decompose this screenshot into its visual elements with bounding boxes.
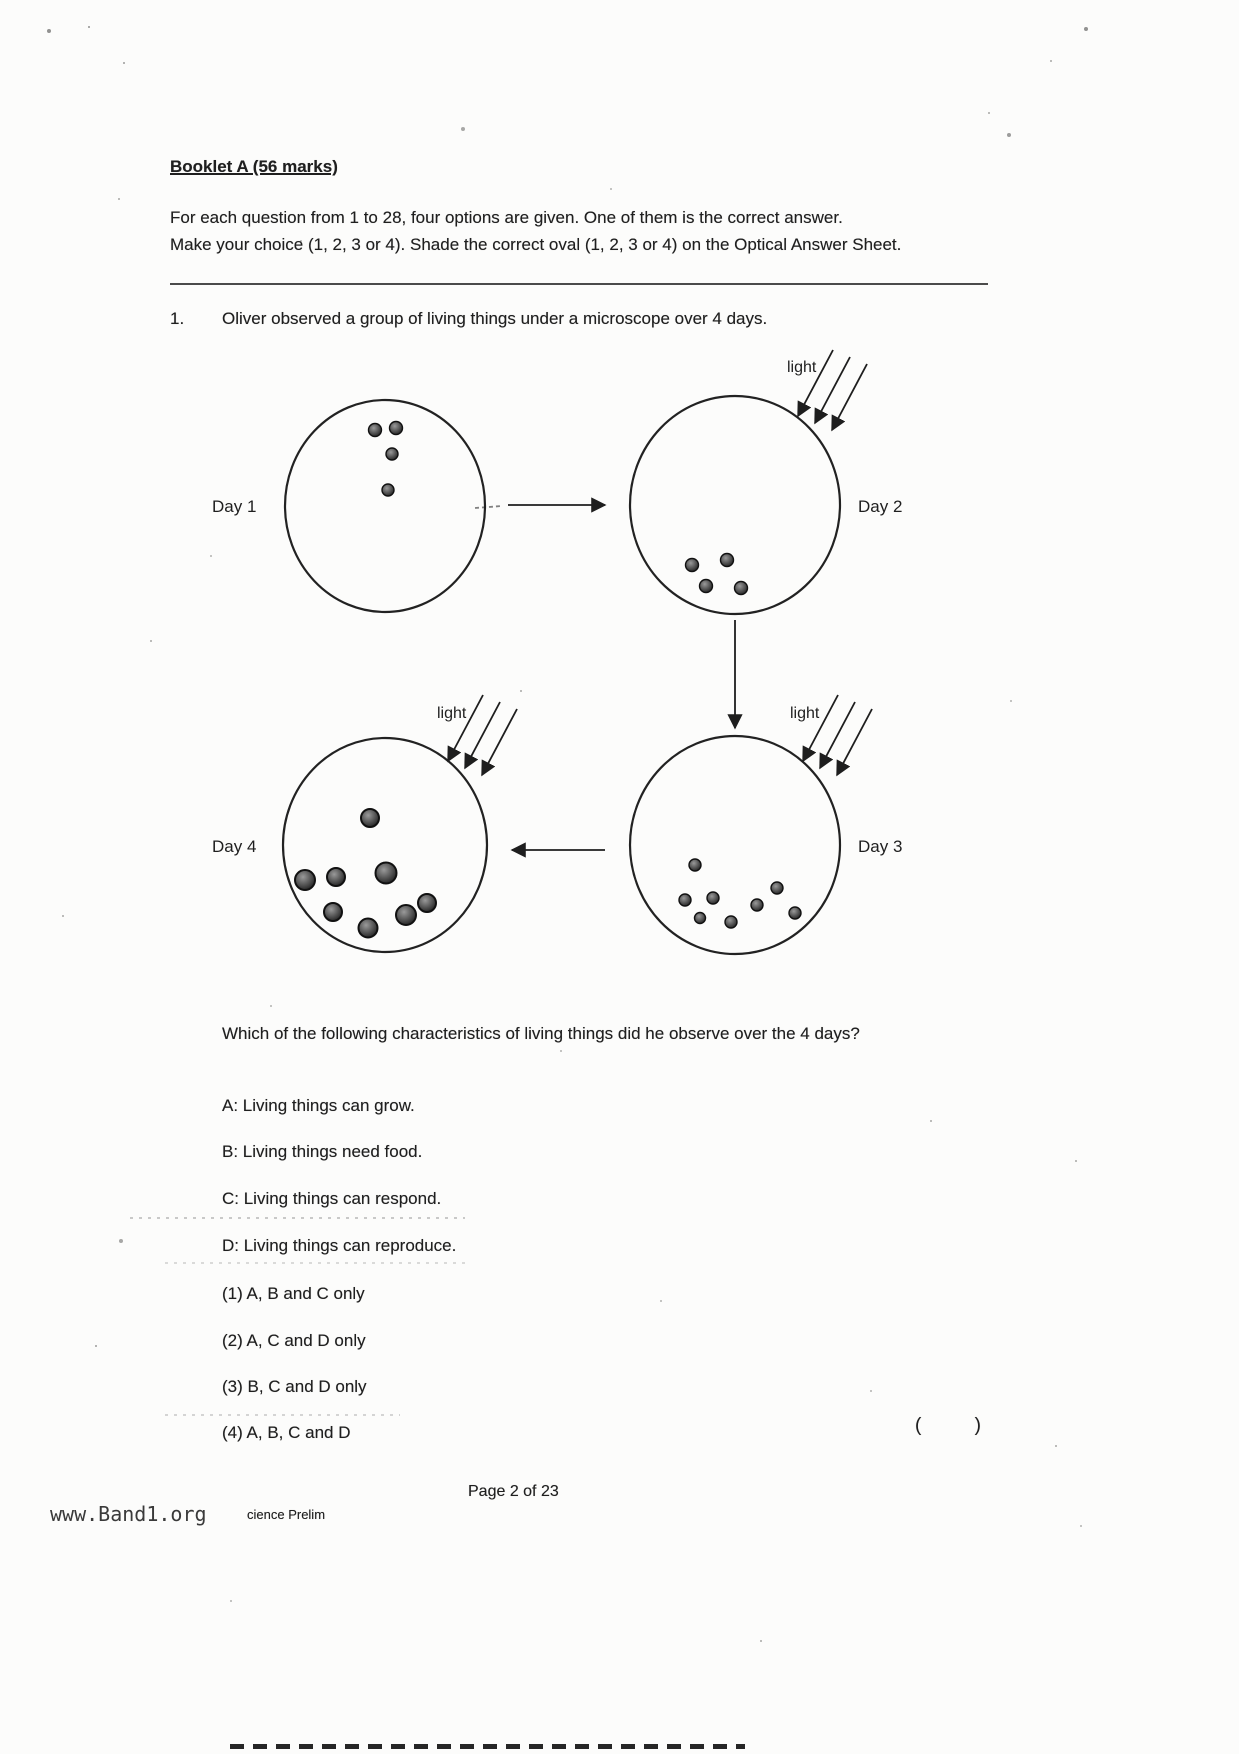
petri-dish-day2 bbox=[630, 396, 840, 614]
instructions-line-1: For each question from 1 to 28, four options are given. One of them is the correct answer. bbox=[170, 208, 843, 227]
sub-question: Which of the following characteristics of living things did he observe over the 4 days? bbox=[222, 1024, 860, 1043]
organisms-day3 bbox=[679, 859, 801, 928]
statement-d: D: Living things can reproduce. bbox=[222, 1236, 457, 1255]
arrow-day1-to-day2 bbox=[475, 505, 605, 508]
option-2: (2) A, C and D only bbox=[222, 1331, 366, 1350]
petri-dish-day3 bbox=[630, 736, 840, 954]
option-1: (1) A, B and C only bbox=[222, 1284, 365, 1303]
answer-close-paren: ) bbox=[974, 1415, 981, 1436]
day4-label: Day 4 bbox=[212, 837, 257, 856]
petri-dish-day4 bbox=[283, 738, 487, 952]
watermark: www.Band1.org bbox=[50, 1502, 207, 1526]
day1-label: Day 1 bbox=[212, 497, 257, 516]
booklet-title: Booklet A (56 marks) bbox=[170, 157, 338, 176]
scan-artifact-line bbox=[165, 1414, 400, 1416]
petri-dish-day1 bbox=[285, 400, 485, 612]
organisms-day1 bbox=[369, 422, 403, 497]
organisms-day2 bbox=[686, 554, 748, 595]
day3-label: Day 3 bbox=[858, 837, 903, 856]
section-divider bbox=[170, 283, 988, 285]
question-number: 1. bbox=[170, 309, 185, 328]
statement-a: A: Living things can grow. bbox=[222, 1096, 415, 1115]
option-4: (4) A, B, C and D bbox=[222, 1423, 351, 1442]
organisms-day4 bbox=[295, 809, 436, 938]
day2-label: Day 2 bbox=[858, 497, 903, 516]
light-label-day4: light bbox=[437, 705, 467, 722]
answer-open-paren: ( bbox=[915, 1415, 922, 1436]
scan-noise bbox=[0, 0, 2, 2]
light-label-day2: light bbox=[787, 359, 817, 376]
diagram-svg bbox=[150, 338, 1030, 1003]
scan-artifact-line bbox=[165, 1262, 465, 1264]
page-number: Page 2 of 23 bbox=[468, 1483, 559, 1500]
option-3: (3) B, C and D only bbox=[222, 1377, 367, 1396]
question-prompt: Oliver observed a group of living things under a microscope over 4 days. bbox=[222, 309, 768, 328]
scan-edge-artifact bbox=[230, 1744, 745, 1749]
answer-blank bbox=[915, 1415, 981, 1437]
statement-c: C: Living things can respond. bbox=[222, 1189, 442, 1208]
statement-b: B: Living things need food. bbox=[222, 1142, 423, 1161]
scan-artifact-line bbox=[130, 1217, 465, 1219]
instructions-line-2: Make your choice (1, 2, 3 or 4). Shade the correct oval (1, 2, 3 or 4) on the Optical Answer Sheet. bbox=[170, 235, 902, 254]
doc-label: cience Prelim bbox=[247, 1507, 326, 1522]
light-label-day3: light bbox=[790, 705, 820, 722]
